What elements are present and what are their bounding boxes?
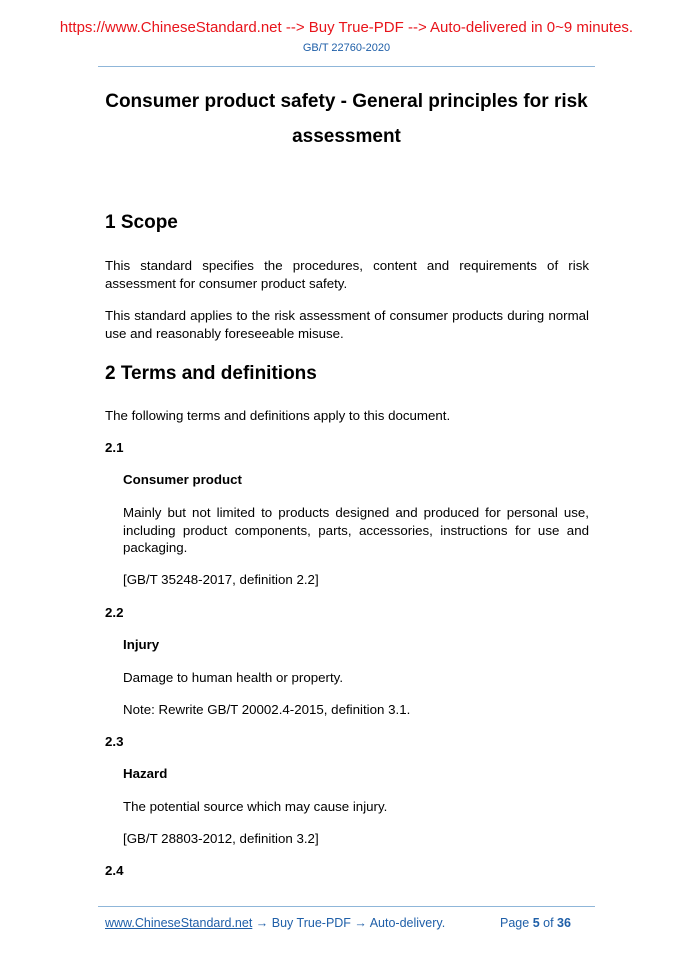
term-number: 2.3 — [105, 734, 124, 749]
document-title-line1: Consumer product safety - General principles for risk — [105, 91, 588, 112]
term-number: 2.1 — [105, 440, 124, 455]
page-total: 36 — [557, 916, 571, 930]
term-source: Note: Rewrite GB/T 20002.4-2015, definition 3.1. — [123, 702, 411, 717]
section-heading-terms: 2 Terms and definitions — [105, 363, 317, 384]
page-of: of — [543, 916, 554, 930]
page-indicator — [500, 916, 571, 930]
footer-left — [105, 916, 445, 930]
document-title-line2: assessment — [292, 126, 401, 147]
footer-tagline: → Buy True-PDF → Auto-delivery. — [252, 916, 446, 930]
term-name: Consumer product — [123, 472, 242, 487]
header-divider — [98, 66, 595, 67]
footer-divider — [98, 906, 595, 907]
paragraph: The following terms and definitions apply to this document. — [105, 408, 451, 423]
term-number: 2.4 — [105, 863, 124, 878]
term-name: Injury — [123, 637, 160, 652]
term-definition: The potential source which may cause injury. — [123, 799, 388, 814]
term-definition: Mainly but not limited to products designed and produced for personal use, including product components, parts, accessories, instructions for use and packaging. — [123, 505, 589, 555]
term-source: [GB/T 28803-2012, definition 3.2] — [123, 831, 319, 846]
section-heading-scope: 1 Scope — [105, 212, 178, 233]
page-label: Page — [500, 916, 530, 930]
term-source: [GB/T 35248-2017, definition 2.2] — [123, 572, 319, 587]
promo-banner-link[interactable]: https://www.ChineseStandard.net --> Buy True-PDF --> Auto-delivered in 0~9 minutes. — [59, 19, 634, 36]
term-number: 2.2 — [105, 605, 124, 620]
paragraph: This standard applies to the risk assessment of consumer products during normal use and reasonably foreseeable misuse. — [105, 308, 589, 341]
page-current: 5 — [532, 916, 540, 930]
footer-site-link[interactable]: www.ChineseStandard.net — [105, 916, 253, 930]
paragraph: This standard specifies the procedures, content and requirements of risk assessment for consumer product safety. — [105, 258, 589, 291]
document-number: GB/T 22760-2020 — [302, 42, 391, 54]
term-definition: Damage to human health or property. — [123, 670, 344, 685]
term-name: Hazard — [123, 766, 168, 781]
